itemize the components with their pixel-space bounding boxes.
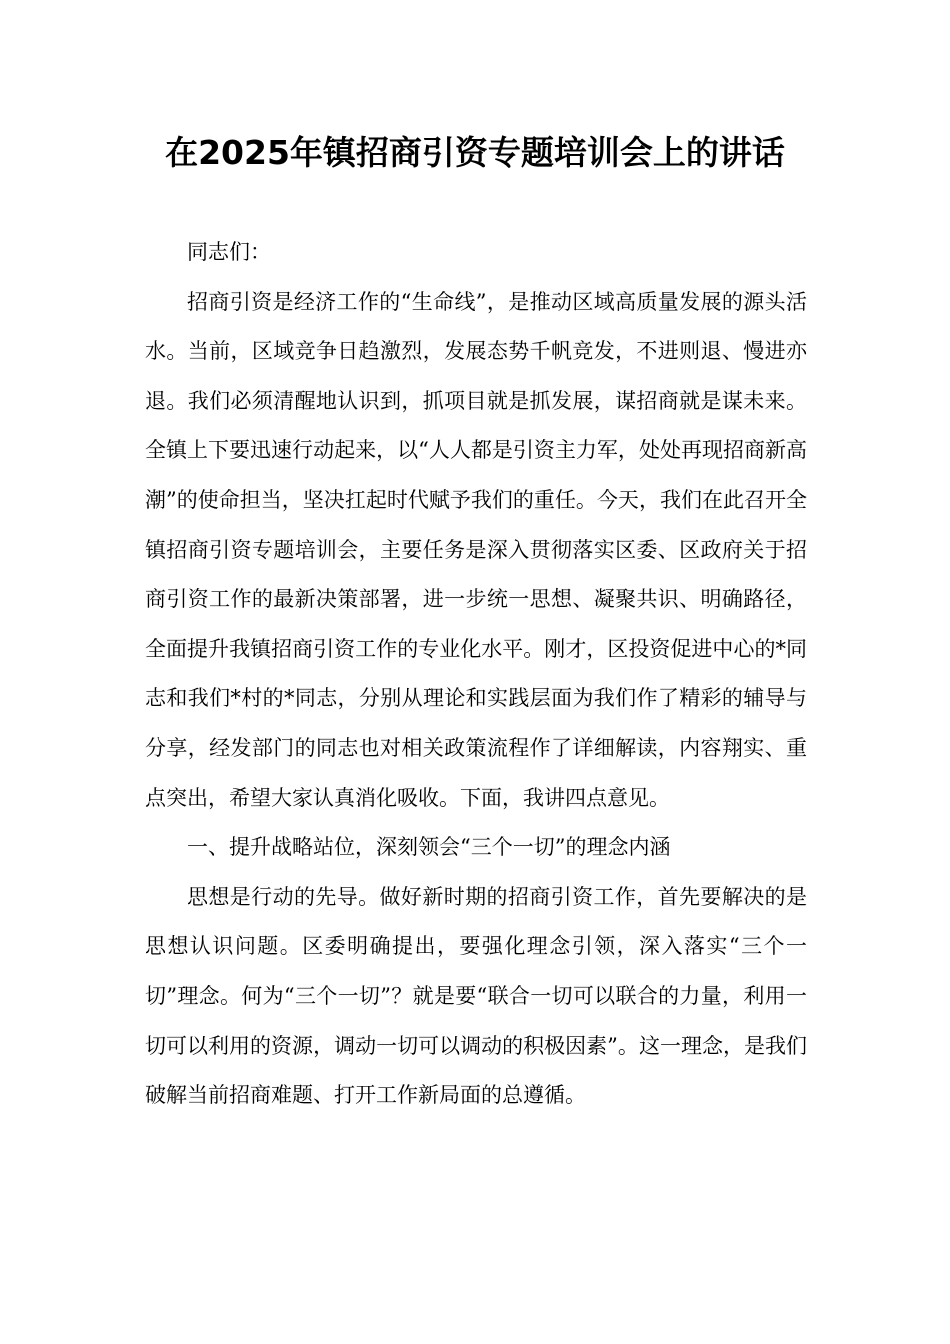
document-title: 在2025年镇招商引资专题培训会上的讲话 [165, 133, 785, 172]
document-body [145, 228, 807, 1121]
greeting: 同志们： [187, 240, 271, 264]
section-heading: 一、提升战略站位，深刻领会“三个一切”的理念内涵 [187, 835, 671, 860]
intro-paragraph: 招商引资是经济工作的“生命线”，是推动区域高质量发展的源头活水。当前，区域竞争日趋激烈，发展态势千帆竞发，不进则退、慢进亦退。我们必须清醒地认识到，抓项目就是抓发展，谋招商就是谋未来。全镇上下要迅速行动起来，以“人人都是引资主力军，处处再现招商新高潮”的使命担当，坚决扛起时代赋予我们的重任。今天，我们在此召开全镇招商引资专题培训会，主要任务是深入贯彻落实区委、区政府关于招商引资工作的最新决策部署，进一步统一思想、凝聚共识、明确路径，全面提升我镇招商引资工作的专业化水平。刚才，区投资促进中心的*同志和我们*村的*同志，分别从理论和实践层面为我们作了精彩的辅导与分享，经发部门的同志也对相关政策流程作了详细解读，内容翔实、重点突出，希望大家认真消化吸收。下面，我讲四点意见。 [145, 289, 807, 810]
section-paragraph: 思想是行动的先导。做好新时期的招商引资工作，首先要解决的是思想认识问题。区委明确提出，要强化理念引领，深入落实“三个一切”理念。何为“三个一切”？就是要“联合一切可以联合的力量，利用一切可以利用的资源，调动一切可以调动的积极因素”。这一理念，是我们破解当前招商难题、打开工作新局面的总遵循。 [145, 884, 807, 1108]
